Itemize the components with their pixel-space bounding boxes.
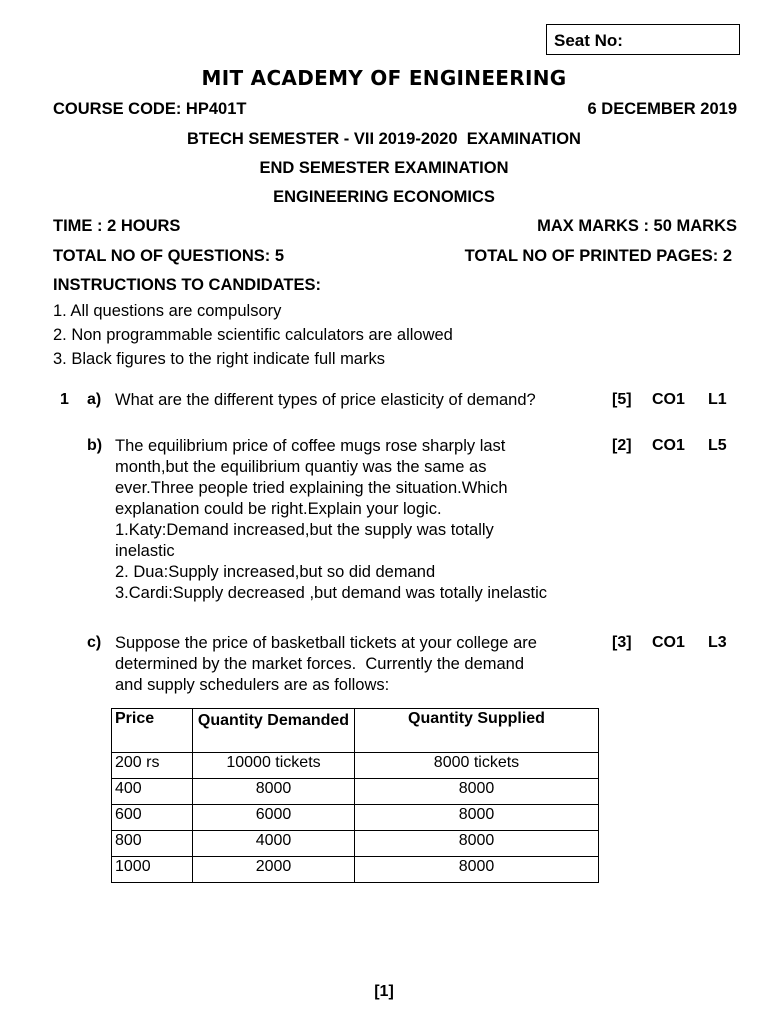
table-cell: 8000 [355,779,599,805]
course-outcome: CO1 [652,634,685,651]
table-cell: 1000 [112,857,193,883]
seat-number-box [546,24,740,55]
instruction-item: 1. All questions are compulsory [53,302,282,320]
time-marks-row [53,217,737,236]
table-cell: 8000 [193,779,355,805]
institute-title: MIT ACADEMY OF ENGINEERING [201,66,567,90]
question-part-text [115,390,595,411]
questions-pages-row [53,247,732,266]
table-header-row [112,709,599,753]
question-text-line: What are the different types of price elasticity of demand? [115,391,536,409]
total-pages: TOTAL NO OF PRINTED PAGES: 2 [464,247,732,265]
table-row [112,857,599,883]
instruction-item: 3. Black figures to the right indicate full marks [53,350,385,368]
question-part-label: b) [87,437,103,454]
table-cell: 800 [112,831,193,857]
question-text-line: ever.Three people tried explaining the situation.Which [115,479,508,497]
subject-name: ENGINEERING ECONOMICS [273,188,495,206]
exam-time: TIME : 2 HOURS [53,217,181,235]
course-code: COURSE CODE: HP401T [53,100,247,118]
column-header-price: Price [112,709,193,753]
page-number: [1] [374,983,394,1000]
course-outcome: CO1 [652,437,685,454]
question-part-label: c) [87,634,102,651]
bloom-level: L3 [708,634,727,651]
table-cell: 8000 [355,805,599,831]
column-header-quantity-demanded: Quantity Demanded [193,709,355,753]
table-cell: 2000 [193,857,355,883]
question-text-line: determined by the market forces. Currently the demand [115,655,525,673]
demand-supply-table [111,708,599,883]
question-part-label: a) [87,391,102,408]
total-questions: TOTAL NO OF QUESTIONS: 5 [53,247,285,265]
question-text-line: The equilibrium price of coffee mugs rose sharply last [115,437,506,455]
question-text-line: month,but the equilibrium quantiy was the same as [115,458,487,476]
table-row [112,831,599,857]
course-date-row [53,100,737,119]
table-cell: 8000 [355,831,599,857]
question-part-text [115,633,595,696]
table-cell: 200 rs [112,753,193,779]
question-text-line: 1.Katy:Demand increased,but the supply was totally [115,521,494,539]
question-text-line: Suppose the price of basketball tickets at your college are [115,634,537,652]
table-row [112,805,599,831]
table-cell: 600 [112,805,193,831]
table-cell: 10000 tickets [193,753,355,779]
question-text-line: inelastic [115,542,175,560]
exam-date: 6 DECEMBER 2019 [587,100,737,118]
seat-number-label: Seat No: [554,31,623,50]
table-cell: 6000 [193,805,355,831]
question-text-line: explanation could be right.Explain your logic. [115,500,442,518]
instruction-item: 2. Non programmable scientific calculators are allowed [53,326,453,344]
question-marks: [5] [612,391,632,408]
course-outcome: CO1 [652,391,685,408]
question-text-line: 3.Cardi:Supply decreased ,but demand was totally inelastic [115,584,547,602]
instructions-heading: INSTRUCTIONS TO CANDIDATES: [53,276,321,294]
table-cell: 8000 [355,857,599,883]
question-marks: [3] [612,634,632,651]
question-text-line: and supply schedulers are as follows: [115,676,390,694]
semester-line: BTECH SEMESTER - VII 2019-2020 EXAMINATION [187,130,581,148]
table-row [112,753,599,779]
bloom-level: L1 [708,391,727,408]
question-text-line: 2. Dua:Supply increased,but so did demand [115,563,436,581]
exam-type: END SEMESTER EXAMINATION [259,159,509,177]
question-number: 1 [60,391,69,408]
column-header-quantity-supplied: Quantity Supplied [355,709,599,753]
table-cell: 400 [112,779,193,805]
question-part-text [115,436,595,604]
table-cell: 4000 [193,831,355,857]
question-marks: [2] [612,437,632,454]
max-marks: MAX MARKS : 50 MARKS [537,217,737,235]
table-cell: 8000 tickets [355,753,599,779]
bloom-level: L5 [708,437,727,454]
table-row [112,779,599,805]
